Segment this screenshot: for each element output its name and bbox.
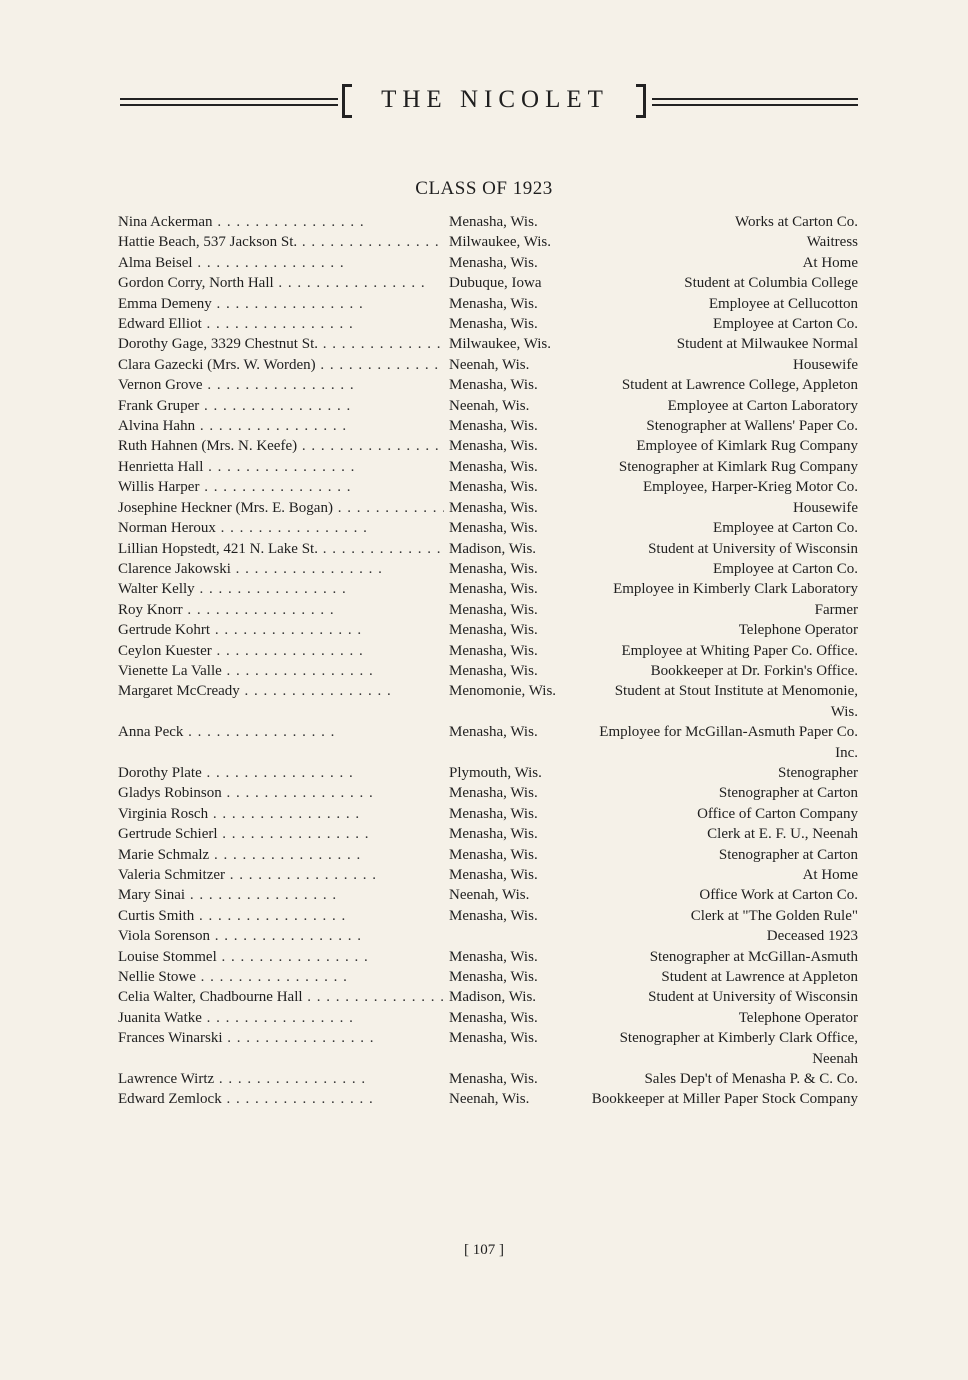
roster-row bbox=[118, 885, 858, 905]
student-occupation: Employee, Harper-Krieg Motor Co. bbox=[642, 479, 858, 496]
roster-row bbox=[118, 926, 858, 946]
student-name: Henrietta Hall . . bbox=[118, 457, 444, 477]
student-city: Milwaukee, Wis. bbox=[449, 336, 552, 353]
roster-row bbox=[118, 579, 858, 599]
student-name: Louise Stommel . . bbox=[118, 947, 444, 967]
student-name: Hattie Beach, 537 Jackson St. . . bbox=[118, 232, 444, 252]
roster-row bbox=[118, 600, 858, 620]
student-occupation: Student at Lawrence at Appleton bbox=[661, 969, 858, 986]
student-occupation: Employee at Whiting Paper Co. Office. bbox=[621, 642, 858, 659]
roster-row bbox=[118, 824, 858, 844]
roster-row bbox=[118, 273, 858, 293]
student-name: Frances Winarski . . bbox=[118, 1028, 444, 1048]
student-name: Ceylon Kuester . . bbox=[118, 641, 444, 661]
student-name: Gladys Robinson . . bbox=[118, 783, 444, 803]
student-occupation: Works at Carton Co. bbox=[735, 214, 858, 230]
roster-row bbox=[118, 906, 858, 926]
class-heading: CLASS OF 1923 bbox=[415, 178, 553, 199]
student-city: Menasha, Wis. bbox=[449, 805, 538, 822]
student-city: Menasha, Wis. bbox=[449, 254, 538, 271]
student-name: Nina Ackerman . . bbox=[118, 212, 444, 232]
student-name: Walter Kelly . . bbox=[118, 579, 444, 599]
masthead-bracket-right bbox=[636, 84, 646, 118]
roster-row bbox=[118, 987, 858, 1007]
student-city: Menasha, Wis. bbox=[449, 642, 538, 659]
student-occupation: Stenographer at Carton bbox=[718, 785, 858, 802]
student-city: Menasha, Wis. bbox=[449, 418, 538, 435]
student-occupation: Student at University of Wisconsin bbox=[648, 540, 858, 557]
roster-row bbox=[118, 722, 858, 763]
roster-row bbox=[118, 539, 858, 559]
student-occupation: Office Work at Carton Co. bbox=[699, 887, 858, 904]
student-name: Edward Zemlock . . bbox=[118, 1089, 444, 1109]
student-name: Viola Sorenson . . bbox=[118, 926, 444, 946]
roster-row bbox=[118, 641, 858, 661]
student-name: Josephine Heckner (Mrs. E. Bogan) . . bbox=[118, 498, 444, 518]
roster-row bbox=[118, 518, 858, 538]
student-city: Menasha, Wis. bbox=[449, 622, 538, 639]
student-city: Neenah, Wis. bbox=[449, 397, 530, 414]
student-city: Menasha, Wis. bbox=[449, 499, 538, 516]
roster-row bbox=[118, 498, 858, 518]
student-occupation: Office of Carton Company bbox=[697, 805, 858, 822]
student-occupation: Telephone Operator bbox=[738, 1009, 858, 1026]
student-occupation: Employee of Kimlark Rug Company bbox=[636, 438, 858, 455]
student-city: Menasha, Wis. bbox=[449, 1030, 538, 1047]
student-name: Dorothy Plate . . bbox=[118, 763, 444, 783]
student-name: Lawrence Wirtz . . bbox=[118, 1069, 444, 1089]
student-city: Madison, Wis. bbox=[449, 540, 537, 557]
roster-row bbox=[118, 620, 858, 640]
student-name: Willis Harper . . bbox=[118, 477, 444, 497]
roster-row bbox=[118, 1008, 858, 1028]
roster-row bbox=[118, 1089, 858, 1109]
roster-row bbox=[118, 416, 858, 436]
student-name: Vernon Grove . . bbox=[118, 375, 444, 395]
student-city: Menasha, Wis. bbox=[449, 948, 538, 965]
student-city: Menasha, Wis. bbox=[449, 867, 538, 883]
student-city: Menasha, Wis. bbox=[449, 214, 538, 230]
student-city: Menasha, Wis. bbox=[449, 316, 538, 333]
student-name: Marie Schmalz . . bbox=[118, 845, 444, 865]
student-name: Lillian Hopstedt, 421 N. Lake St. . . bbox=[118, 539, 444, 559]
student-occupation: Employee at Carton Co. bbox=[713, 316, 858, 333]
student-occupation: Stenographer at Carton bbox=[718, 846, 858, 863]
student-occupation: Bookkeeper at Miller Paper Stock Company bbox=[591, 1091, 858, 1108]
student-name: Edward Elliot . . bbox=[118, 314, 444, 334]
student-occupation: Clerk at "The Golden Rule" bbox=[690, 907, 858, 924]
student-city: Neenah, Wis. bbox=[449, 887, 530, 904]
roster-row bbox=[118, 314, 858, 334]
student-city: Menasha, Wis. bbox=[449, 969, 538, 986]
roster-row bbox=[118, 1069, 858, 1089]
roster-row bbox=[118, 294, 858, 314]
student-occupation: At Home bbox=[802, 254, 858, 271]
masthead-rule-right bbox=[652, 98, 858, 106]
student-name: Nellie Stowe . . bbox=[118, 967, 444, 987]
student-name: Curtis Smith . . bbox=[118, 906, 444, 926]
student-occupation: Housewife bbox=[793, 499, 858, 516]
roster-row bbox=[118, 947, 858, 967]
student-city: Menasha, Wis. bbox=[449, 785, 538, 802]
masthead-bracket-left bbox=[342, 84, 352, 118]
student-name: Gertrude Kohrt . . bbox=[118, 620, 444, 640]
student-occupation: At Home bbox=[802, 867, 858, 883]
roster-row bbox=[118, 681, 858, 722]
student-city: Menasha, Wis. bbox=[449, 826, 538, 843]
student-city: Menomonie, Wis. bbox=[449, 683, 557, 700]
student-occupation: Student at Milwaukee Normal bbox=[676, 336, 858, 353]
student-occupation: Deceased 1923 bbox=[766, 928, 858, 945]
student-occupation: Sales Dep't of Menasha P. & C. Co. bbox=[644, 1071, 858, 1088]
roster-row bbox=[118, 334, 858, 354]
student-occupation: Student at University of Wisconsin bbox=[648, 989, 858, 1006]
student-name: Emma Demeny . . bbox=[118, 294, 444, 314]
student-name: Gordon Corry, North Hall . . bbox=[118, 273, 444, 293]
student-name: Vienette La Valle . . bbox=[118, 661, 444, 681]
student-name: Ruth Hahnen (Mrs. N. Keefe) . . bbox=[118, 436, 444, 456]
student-name: Alma Beisel . . bbox=[118, 253, 444, 273]
student-city: Menasha, Wis. bbox=[449, 907, 538, 924]
student-occupation: Employee for McGillan-Asmuth Paper Co. Inc. bbox=[599, 724, 858, 761]
student-name: Mary Sinai . . bbox=[118, 885, 444, 905]
class-roster bbox=[118, 212, 858, 1110]
roster-row bbox=[118, 1028, 858, 1069]
student-name: Norman Heroux . . bbox=[118, 518, 444, 538]
student-occupation: Telephone Operator bbox=[738, 622, 858, 639]
student-city: Madison, Wis. bbox=[449, 989, 537, 1006]
student-city: Neenah, Wis. bbox=[449, 1091, 530, 1108]
student-name: Alvina Hahn . . bbox=[118, 416, 444, 436]
student-city: Milwaukee, Wis. bbox=[449, 234, 552, 251]
student-city: Menasha, Wis. bbox=[449, 601, 538, 618]
roster-row bbox=[118, 436, 858, 456]
roster-row bbox=[118, 783, 858, 803]
student-city: Menasha, Wis. bbox=[449, 560, 538, 577]
roster-row bbox=[118, 457, 858, 477]
student-name: Valeria Schmitzer . . bbox=[118, 865, 444, 885]
student-occupation: Stenographer at McGillan-Asmuth bbox=[649, 948, 858, 965]
student-city: Menasha, Wis. bbox=[449, 438, 538, 455]
student-city: Menasha, Wis. bbox=[449, 1071, 538, 1088]
student-occupation: Housewife bbox=[793, 356, 858, 373]
student-occupation: Student at Stout Institute at Menomonie, Wis. bbox=[614, 683, 858, 720]
roster-row bbox=[118, 967, 858, 987]
roster-row bbox=[118, 661, 858, 681]
student-name: Dorothy Gage, 3329 Chestnut St. . . bbox=[118, 334, 444, 354]
student-city: Menasha, Wis. bbox=[449, 724, 538, 741]
student-occupation: Student at Lawrence College, Appleton bbox=[621, 377, 858, 394]
student-occupation: Stenographer at Kimberly Clark Office, Neenah bbox=[619, 1030, 858, 1067]
student-name: Clara Gazecki (Mrs. W. Worden) . . bbox=[118, 355, 444, 375]
masthead-title: THE NICOLET bbox=[381, 86, 609, 113]
student-city: Menasha, Wis. bbox=[449, 377, 538, 394]
student-city: Menasha, Wis. bbox=[449, 662, 538, 679]
roster-row bbox=[118, 865, 858, 885]
student-city: Menasha, Wis. bbox=[449, 846, 538, 863]
roster-row bbox=[118, 845, 858, 865]
student-city: Menasha, Wis. bbox=[449, 581, 538, 598]
student-city: Menasha, Wis. bbox=[449, 520, 538, 537]
roster-row bbox=[118, 396, 858, 416]
roster-row bbox=[118, 232, 858, 252]
student-occupation: Employee at Carton Co. bbox=[713, 560, 858, 577]
student-city: Menasha, Wis. bbox=[449, 295, 538, 312]
student-name: Virginia Rosch . . bbox=[118, 804, 444, 824]
student-occupation: Student at Columbia College bbox=[684, 275, 858, 292]
student-occupation: Employee at Carton Laboratory bbox=[667, 397, 858, 414]
student-occupation: Employee in Kimberly Clark Laboratory bbox=[613, 581, 858, 598]
masthead-rule-left bbox=[120, 98, 338, 106]
student-name: Gertrude Schierl . . bbox=[118, 824, 444, 844]
student-name: Anna Peck . . bbox=[118, 722, 444, 742]
student-occupation: Employee at Cellucotton bbox=[708, 295, 858, 312]
student-city: Menasha, Wis. bbox=[449, 458, 538, 475]
roster-row bbox=[118, 559, 858, 579]
roster-row bbox=[118, 763, 858, 783]
roster-row bbox=[118, 212, 858, 232]
roster-row bbox=[118, 355, 858, 375]
student-occupation: Farmer bbox=[814, 601, 858, 618]
student-name: Celia Walter, Chadbourne Hall . . bbox=[118, 987, 444, 1007]
roster-row bbox=[118, 804, 858, 824]
student-name: Frank Gruper . . bbox=[118, 396, 444, 416]
page-number: [ 107 ] bbox=[464, 1242, 504, 1258]
roster-row bbox=[118, 375, 858, 395]
student-occupation: Waitress bbox=[806, 234, 858, 251]
roster-row bbox=[118, 477, 858, 497]
student-occupation: Stenographer at Kimlark Rug Company bbox=[618, 458, 858, 475]
student-occupation: Clerk at E. F. U., Neenah bbox=[707, 826, 858, 843]
masthead bbox=[120, 80, 858, 124]
student-occupation: Stenographer at Wallens' Paper Co. bbox=[646, 418, 858, 435]
student-name: Juanita Watke . . bbox=[118, 1008, 444, 1028]
student-city: Dubuque, Iowa bbox=[449, 275, 542, 292]
student-occupation: Employee at Carton Co. bbox=[713, 520, 858, 537]
student-occupation: Bookkeeper at Dr. Forkin's Office. bbox=[650, 662, 858, 679]
student-name: Clarence Jakowski . . bbox=[118, 559, 444, 579]
student-city: Plymouth, Wis. bbox=[449, 764, 542, 781]
student-occupation: Stenographer bbox=[778, 764, 858, 781]
student-city: Menasha, Wis. bbox=[449, 1009, 538, 1026]
student-city: Neenah, Wis. bbox=[449, 356, 530, 373]
student-city: Menasha, Wis. bbox=[449, 479, 538, 496]
student-name: Roy Knorr . . bbox=[118, 600, 444, 620]
roster-row bbox=[118, 253, 858, 273]
student-name: Margaret McCready . . bbox=[118, 681, 444, 701]
